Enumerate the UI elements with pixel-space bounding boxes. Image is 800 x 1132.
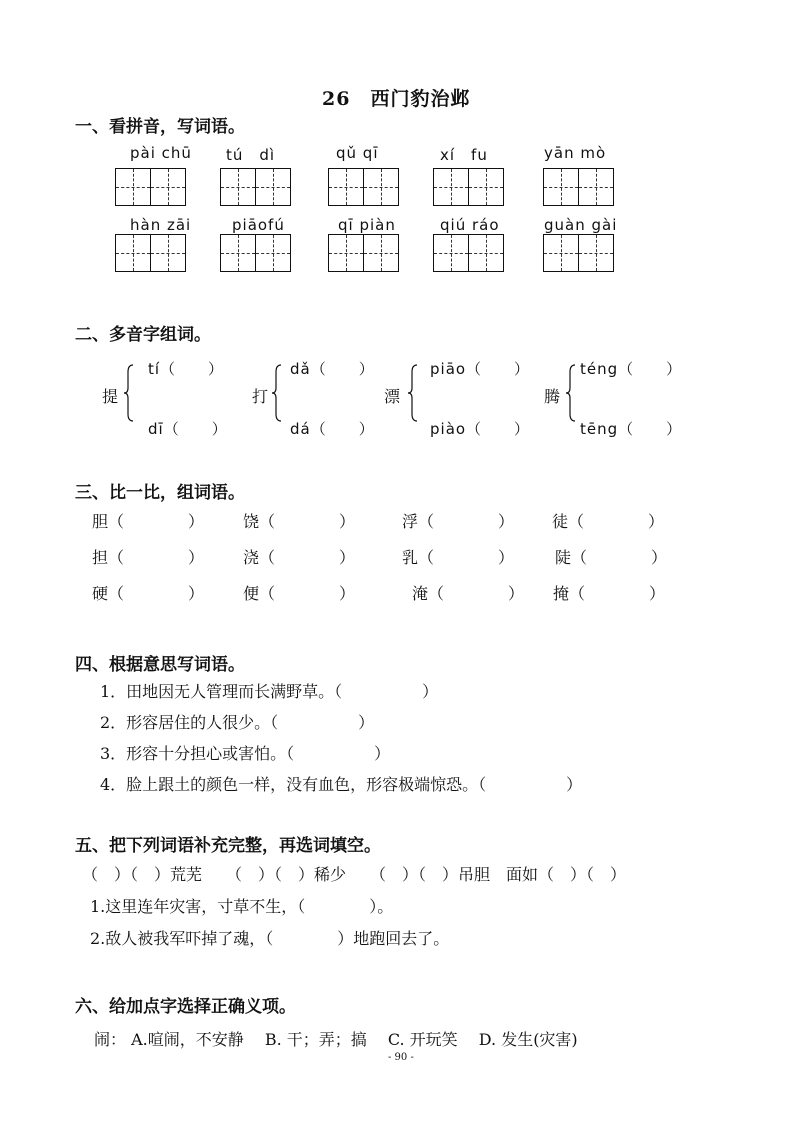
- fill-blank-question: 2.敌人被我军吓掉了魂，（ ）地跑回去了。: [90, 929, 450, 948]
- polyphone-char: 提: [102, 387, 119, 406]
- meaning-options: 闹： A.喧闹，不安静 B. 干；弄；搞 C. 开玩笑 D. 发生(灾害): [94, 1030, 578, 1049]
- writing-grid[interactable]: [328, 168, 399, 206]
- definition-item: 1．田地因无人管理而长满野草。（ ）: [100, 682, 439, 701]
- page-title: 26 西门豹治邺: [322, 88, 471, 110]
- compare-item: 陡（ ）: [555, 548, 668, 567]
- polyphone-char: 漂: [384, 387, 401, 406]
- polyphone-reading: téng（ ）: [580, 360, 683, 378]
- writing-grid[interactable]: [115, 168, 186, 206]
- writing-grid[interactable]: [433, 168, 504, 206]
- polyphone-char: 打: [252, 387, 269, 406]
- brace-icon: [272, 364, 282, 422]
- definition-item: 3．形容十分担心或害怕。（ ）: [100, 744, 391, 763]
- pinyin-label: xí fu: [440, 146, 488, 164]
- compare-item: 浇（ ）: [243, 548, 356, 567]
- compare-item: 徒（ ）: [552, 512, 665, 531]
- polyphone-reading: piào（ ）: [430, 420, 531, 438]
- brace-icon: [566, 364, 576, 422]
- writing-grid[interactable]: [543, 234, 614, 272]
- polyphone-char: 腾: [544, 387, 561, 406]
- section-4-heading: 四、根据意思写词语。: [75, 655, 245, 675]
- pinyin-label: piāofú: [232, 216, 285, 234]
- compare-item: 掩（ ）: [553, 584, 666, 603]
- pinyin-label: qiú ráo: [440, 216, 500, 234]
- section-6-heading: 六、给加点字选择正确义项。: [75, 997, 296, 1017]
- page-number: - 90 -: [388, 1052, 414, 1063]
- polyphone-reading: tí（ ）: [148, 360, 225, 378]
- section-2-heading: 二、多音字组词。: [75, 325, 211, 345]
- writing-grid[interactable]: [220, 234, 291, 272]
- polyphone-reading: dǎ（ ）: [290, 360, 375, 378]
- section-5-heading: 五、把下列词语补充完整，再选词填空。: [75, 836, 381, 856]
- brace-icon: [408, 364, 418, 422]
- writing-grid[interactable]: [220, 168, 291, 206]
- polyphone-reading: dá（ ）: [290, 420, 375, 438]
- definition-item: 4．脸上跟土的颜色一样，没有血色，形容极端惊恐。（ ）: [100, 775, 583, 794]
- polyphone-reading: tēng（ ）: [580, 420, 683, 438]
- writing-grid[interactable]: [328, 234, 399, 272]
- polyphone-reading: dī（ ）: [148, 420, 228, 438]
- section-3-heading: 三、比一比，组词语。: [75, 483, 245, 503]
- pinyin-label: hàn zāi: [130, 216, 192, 234]
- writing-grid[interactable]: [433, 234, 504, 272]
- brace-icon: [124, 364, 134, 422]
- pinyin-label: qī piàn: [338, 216, 396, 234]
- pinyin-label: yān mò: [544, 144, 607, 162]
- compare-item: 乳（ ）: [402, 548, 515, 567]
- compare-item: 便（ ）: [243, 584, 356, 603]
- pinyin-label: tú dì: [226, 146, 276, 164]
- pinyin-label: guàn gài: [544, 216, 618, 234]
- compare-item: 饶（ ）: [243, 512, 356, 531]
- compare-item: 浮（ ）: [402, 512, 515, 531]
- compare-item: 担（ ）: [92, 548, 205, 567]
- pinyin-label: pài chū: [130, 144, 192, 162]
- polyphone-reading: piāo（ ）: [430, 360, 531, 378]
- fill-blank-question: 1.这里连年灾害，寸草不生，（ ）。: [90, 897, 394, 916]
- definition-item: 2．形容居住的人很少。（ ）: [100, 713, 375, 732]
- section-1-heading: 一、看拼音，写词语。: [75, 117, 245, 137]
- idiom-completion-line: （ ）（ ）荒芜 （ ）（ ）稀少 （ ）（ ）吊胆 面如（ ）（ ）: [82, 865, 627, 884]
- compare-item: 淹（ ）: [412, 584, 525, 603]
- writing-grid[interactable]: [543, 168, 614, 206]
- writing-grid[interactable]: [115, 234, 186, 272]
- compare-item: 硬（ ）: [92, 584, 205, 603]
- pinyin-label: qǔ qī: [336, 144, 379, 162]
- compare-item: 胆（ ）: [92, 512, 205, 531]
